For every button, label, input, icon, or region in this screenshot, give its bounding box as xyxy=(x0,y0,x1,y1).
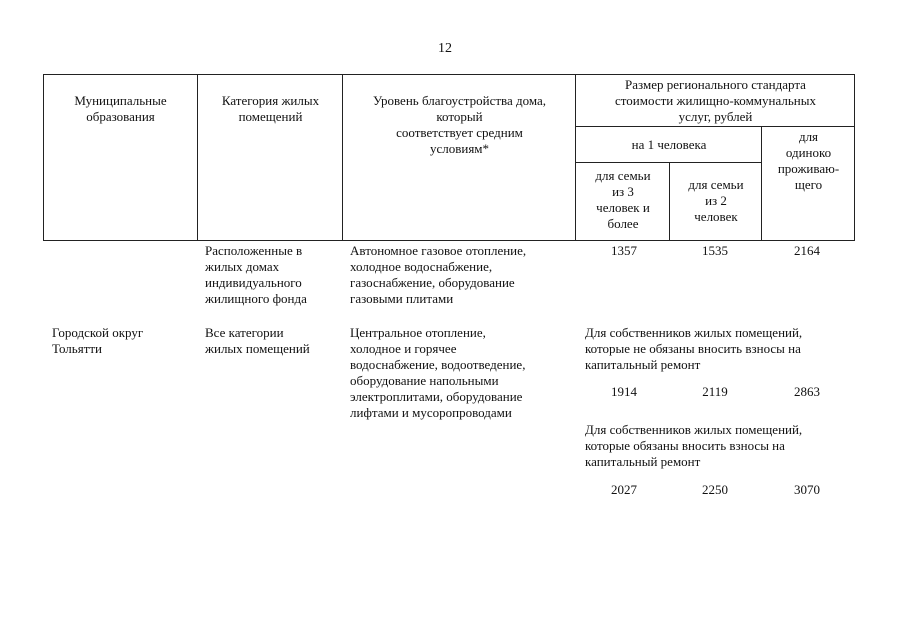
row2-note-not-obliged: Для собственников жилых помещений, которые не обязаны вносить взносы на капитальный ремонт xyxy=(585,325,803,372)
row-divider xyxy=(575,162,761,163)
header-family-3: для семьи из 3 человек и более xyxy=(595,168,651,231)
header-table xyxy=(43,74,855,241)
row2-value1-family2: 2119 xyxy=(702,384,728,399)
row2-value2-single: 3070 xyxy=(794,482,820,497)
table-border-top xyxy=(43,74,855,75)
row1-value-single: 2164 xyxy=(794,243,820,258)
row2-category: Все категории жилых помещений xyxy=(205,325,310,356)
header-level: Уровень благоустройства дома, который соответствует средним условиям* xyxy=(372,93,547,156)
row2-note-obliged: Для собственников жилых помещений, которые обязаны вносить взносы на капитальный ремонт xyxy=(585,422,803,469)
page-number: 12 xyxy=(438,41,452,56)
header-standard-size: Размер регионального стандарта стоимости жилищно-коммунальных услуг, рублей xyxy=(615,77,816,124)
row1-value-family2: 1535 xyxy=(702,243,728,258)
header-single: для одиноко проживаю- щего xyxy=(777,129,840,192)
row1-level: Автономное газовое отопление, холодное водоснабжение, газоснабжение, оборудование газовыми плитами xyxy=(350,243,527,306)
row2-value1-single: 2863 xyxy=(794,384,820,399)
row2-level: Центральное отопление, холодное и горячее водоснабжение, водоотведение, оборудование напольными электроплитами, оборудование лифтами и мусоропроводами xyxy=(350,325,526,420)
row1-category: Расположенные в жилых домах индивидуального жилищного фонда xyxy=(205,243,307,306)
header-municipality: Муниципальные образования xyxy=(74,93,167,124)
row2-municipality: Городской округ Тольятти xyxy=(52,325,144,356)
header-category: Категория жилых помещений xyxy=(221,93,320,124)
row2-value2-family3: 2027 xyxy=(611,482,637,497)
table-border-bottom xyxy=(43,240,855,241)
header-family-2: для семьи из 2 человек xyxy=(688,177,744,224)
header-per-person: на 1 человека xyxy=(631,137,707,152)
row-divider xyxy=(575,126,855,127)
row2-value2-family2: 2250 xyxy=(702,482,728,497)
row1-value-family3: 1357 xyxy=(611,243,637,258)
row2-value1-family3: 1914 xyxy=(611,384,637,399)
